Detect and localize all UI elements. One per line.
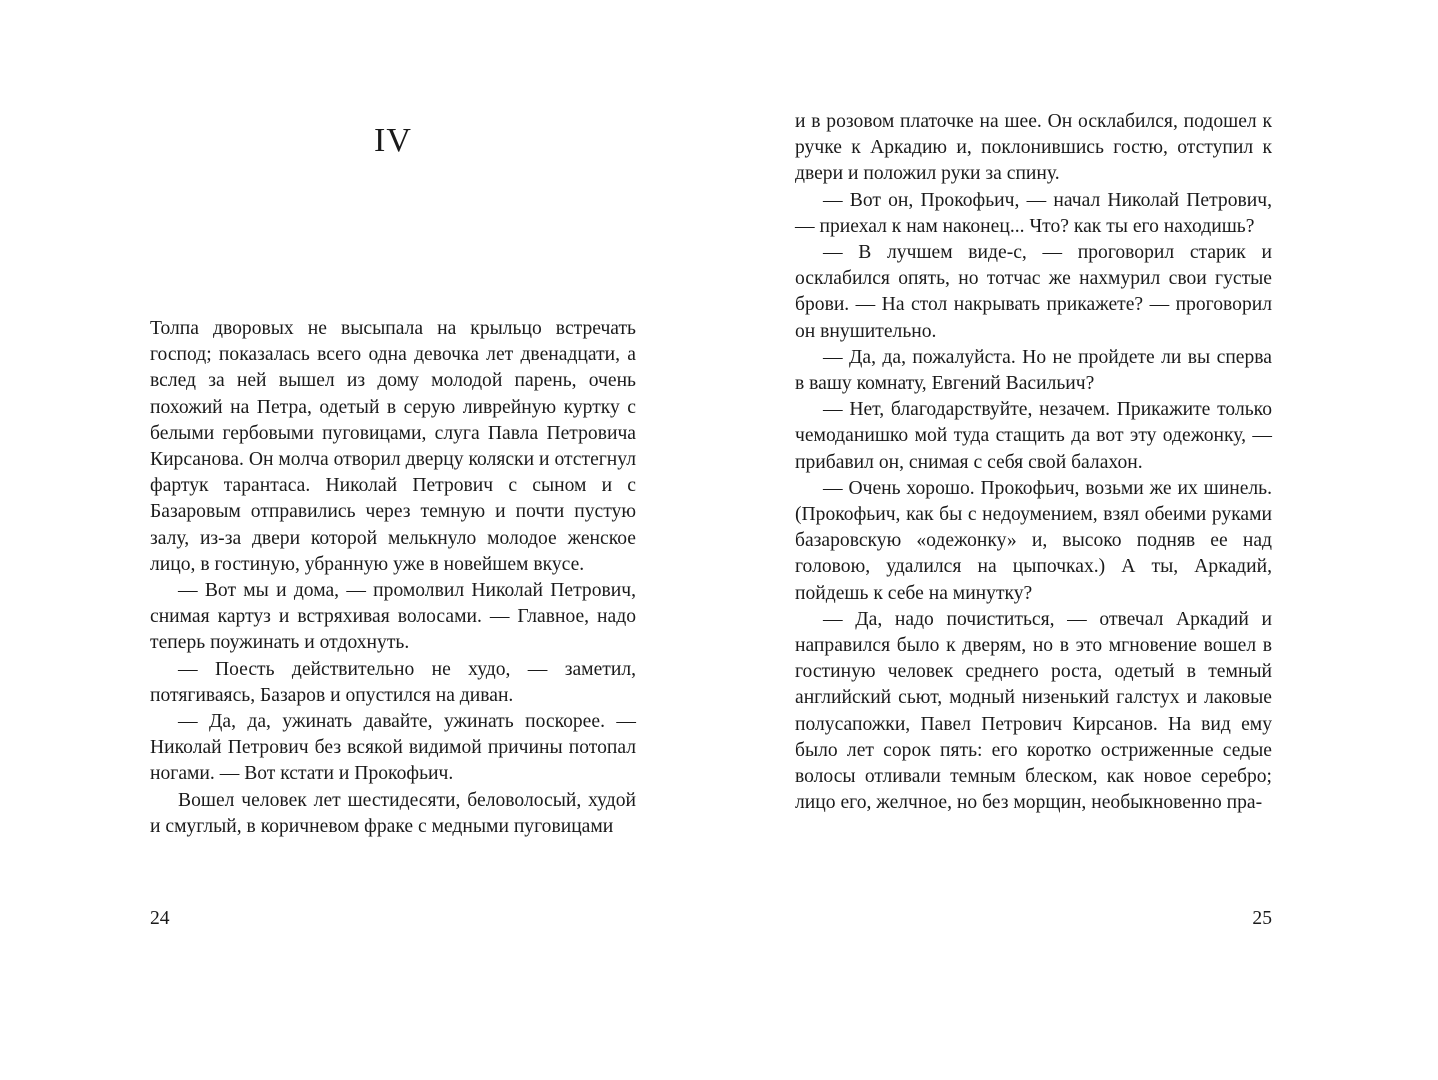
paragraph: Толпа дворовых не высыпала на крыльцо встречать господ; показалась всего одна девочка лет двенадцати, а вслед за ней вышел из дому молодой парень, очень похожий на Петра, одетый в серую ливрейную куртку с белыми гербовыми пуговицами, слуга Павла Петровича Кирсанова. Он молча отворил дверцу коляски и отстегнул фартук тарантаса. Николай Петрович с сыном и с Базаровым отправились через темную и почти пустую залу, из-за двери которой мелькнуло молодое женское лицо, в гостиную, убранную уже в новейшем вкусе. [150,318,636,575]
chapter-title: IV [374,122,412,159]
right-page [719,0,1438,1080]
paragraph: — Вот мы и дома, — промолвил Николай Петрович, снимая картуз и встряхивая волосами. — Главное, надо теперь поужинать и отдохнуть. [150,580,636,654]
paragraph: — Да, да, ужинать давайте, ужинать поскорее. — Николай Петрович без всякой видимой причины потопал ногами. — Вот кстати и Прокофьич. [150,711,636,785]
paragraph: — В лучшем виде-с, — проговорил старик и осклабился опять, но тотчас же нахмурил свои густые брови. — На стол накрывать прикажете? — проговорил он внушительно. [795,242,1272,342]
page-number: 25 [1252,908,1272,929]
left-page-text [150,316,636,840]
paragraph: — Очень хорошо. Прокофьич, возьми же их шинель. (Прокофьич, как бы с недоумением, взял обеими руками базаровскую «одежонку» и, высоко подняв ее над головою, удалился на цыпочках.) А ты, Аркадий, пойдешь к себе на минутку? [795,477,1272,604]
paragraph: — Поесть действительно не худо, — заметил, потягиваясь, Базаров и опустился на диван. [150,658,636,706]
paragraph: — Вот он, Прокофьич, — начал Николай Петрович, — приехал к нам наконец... Что? как ты его находишь? [795,189,1272,237]
right-page-text [795,109,1272,816]
paragraph: — Да, надо почиститься, — отвечал Аркадий и направился было к дверям, но в это мгновение вошел в гостиную человек среднего роста, одетый в темный английский сьют, модный низенький галстух и лаковые полусапожки, Павел Петрович Кирсанов. На вид ему было лет сорок пять: его коротко остриженные седые волосы отливали темным блеском, как новое серебро; лицо его, желчное, но без морщин, необыкновенно пра- [795,608,1272,814]
paragraph: и в розовом платочке на шее. Он осклабился, подошел к ручке к Аркадию и, поклонившись гостю, отступил к двери и положил руки за спину. [795,111,1272,185]
paragraph: — Нет, благодарствуйте, незачем. Прикажите только чемоданишко мой туда стащить да вот эту одежонку, — прибавил он, снимая с себя свой балахон. [795,399,1272,473]
paragraph: Вошел человек лет шестидесяти, беловолосый, худой и смуглый, в коричневом фраке с медными пуговицами [150,789,636,837]
paragraph: — Да, да, пожалуйста. Но не пройдете ли вы сперва в вашу комнату, Евгений Васильич? [795,346,1272,395]
page-number: 24 [150,908,170,929]
